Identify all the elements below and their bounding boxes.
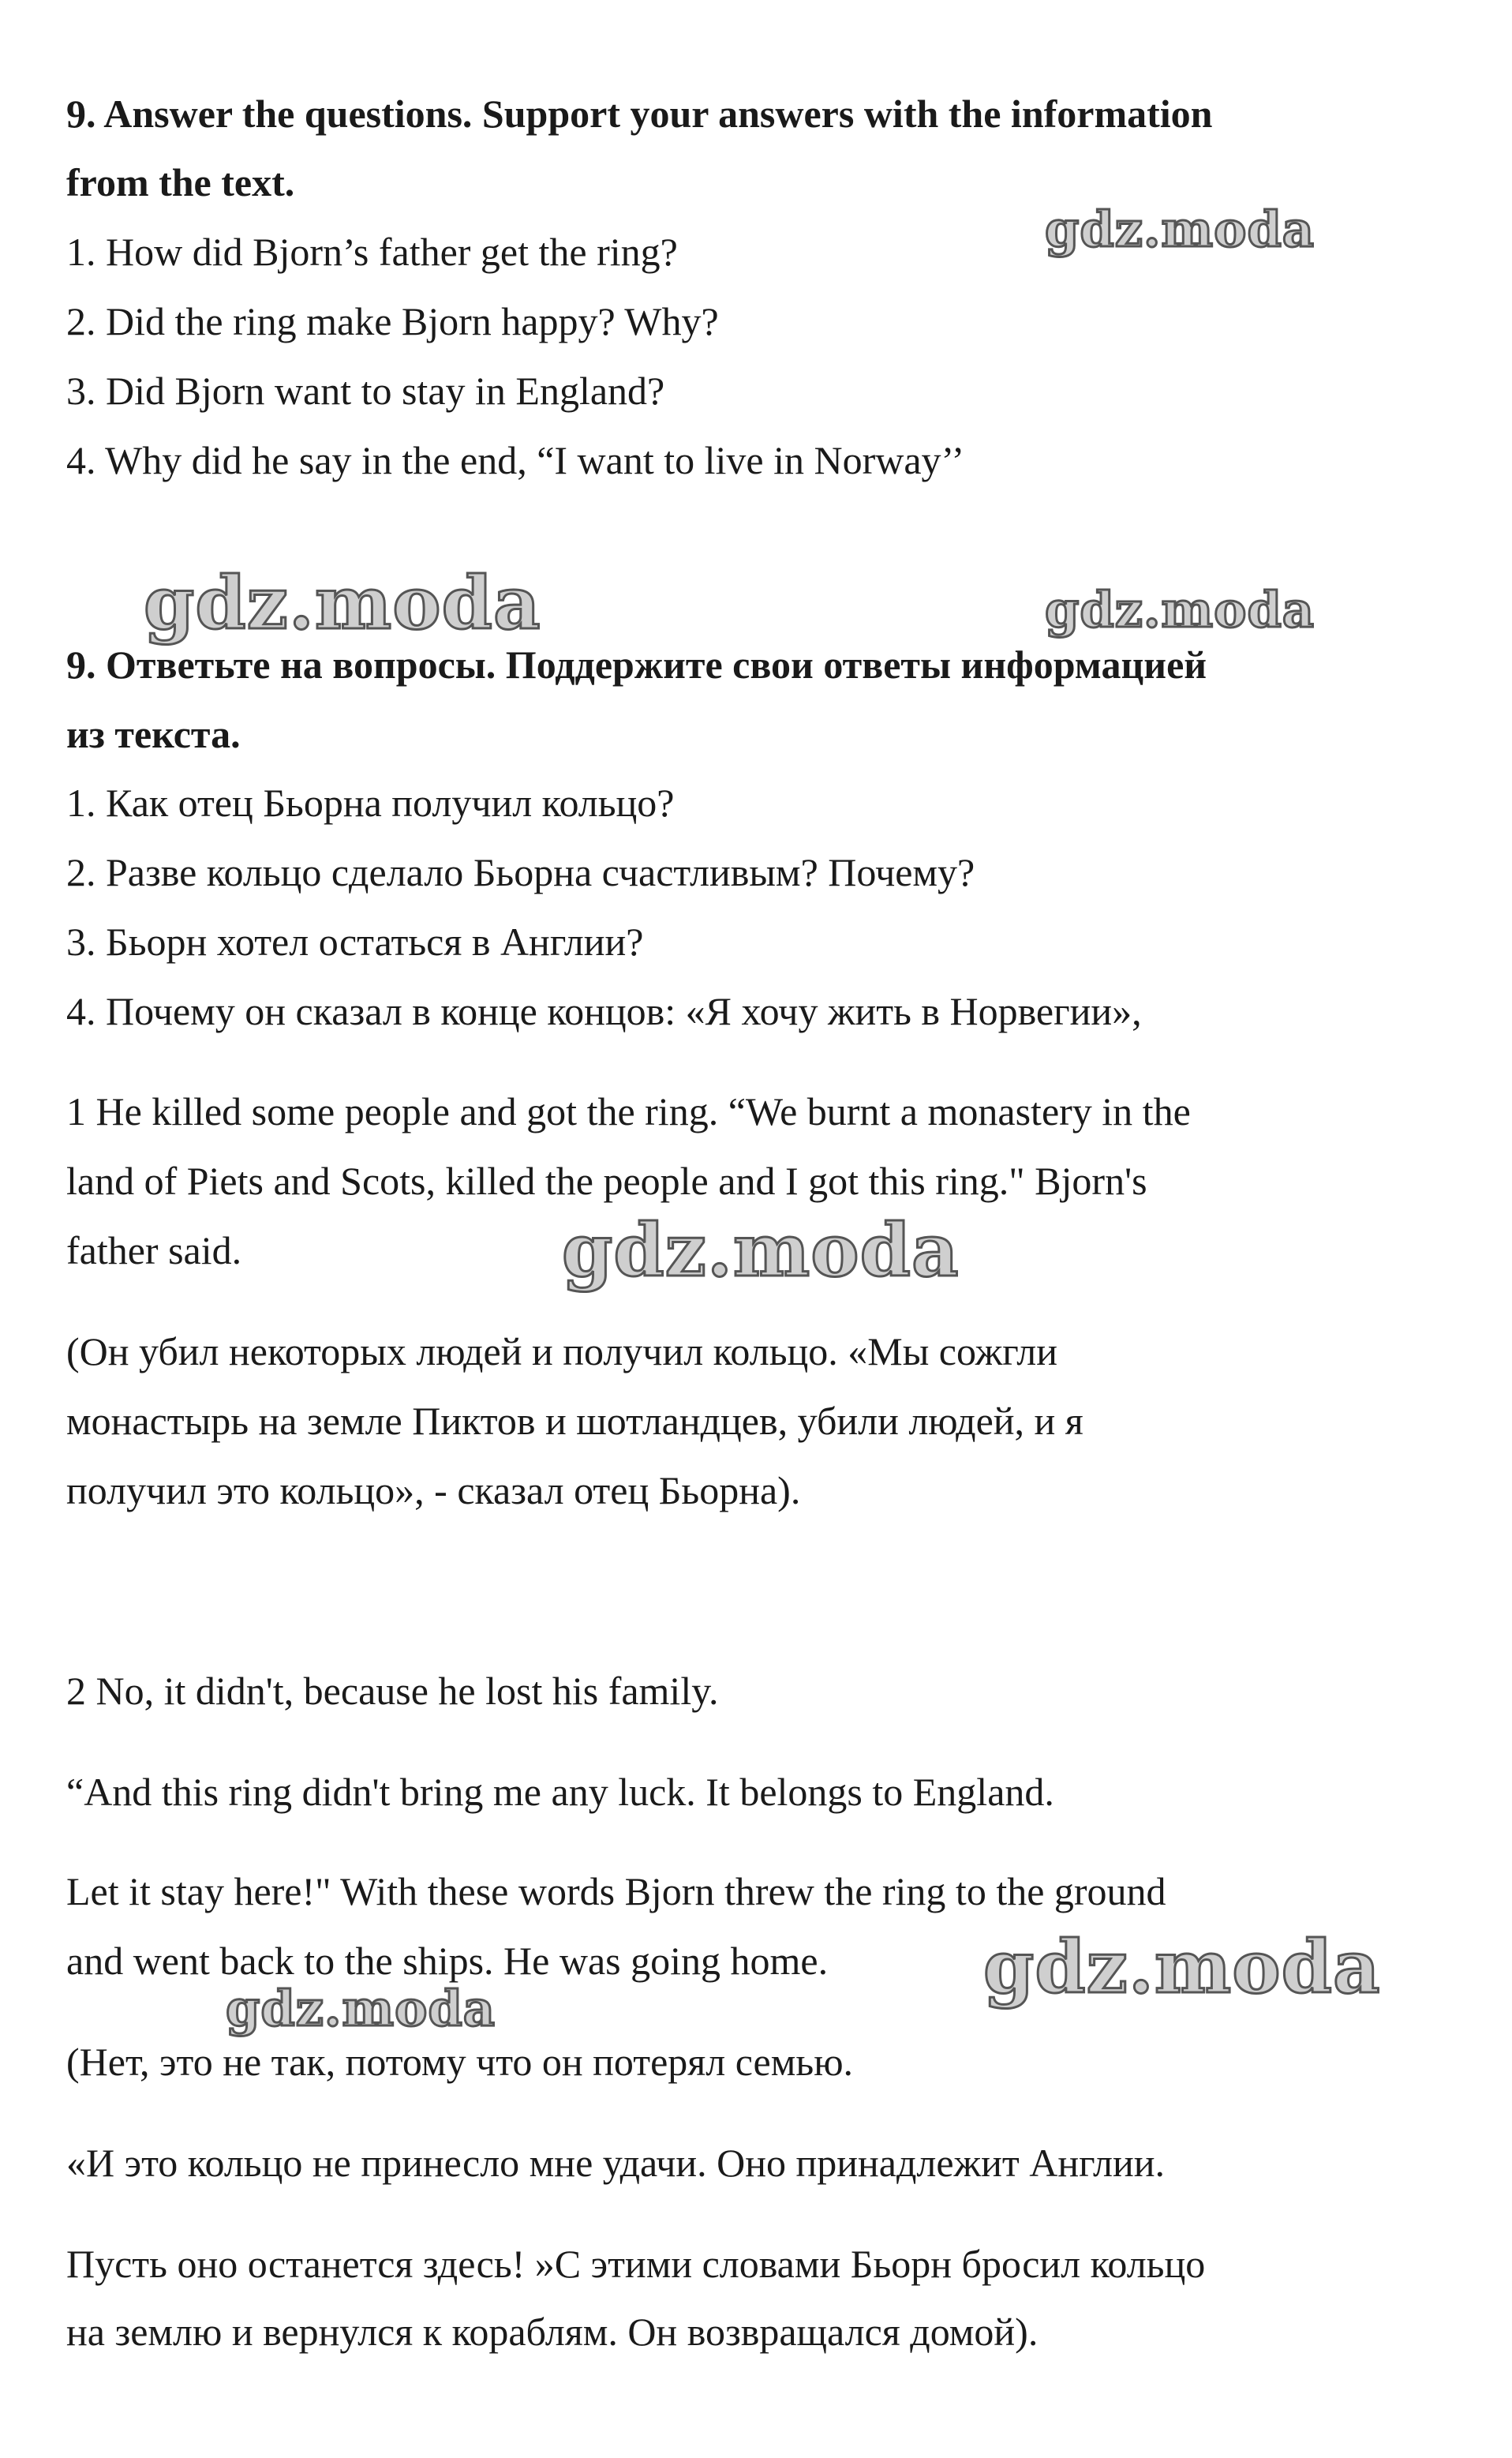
russian-task-heading: 9. Ответьте на вопросы. Поддержите свои ответы информацией: [66, 643, 1207, 687]
answer-line: father said.: [66, 1228, 242, 1272]
question-item: 2. Did the ring make Bjorn happy? Why?: [66, 299, 719, 343]
answer-line: “And this ring didn't bring me any luck. It belongs to England.: [66, 1770, 1054, 1814]
translation-line: «И это кольцо не принесло мне удачи. Оно принадлежит Англии.: [66, 2141, 1166, 2185]
translation-line: (Он убил некоторых людей и получил кольцо. «Мы сожгли: [66, 1329, 1057, 1373]
answer-line: 2 No, it didn't, because he lost his family.: [66, 1669, 719, 1713]
question-item: 3. Бьорн хотел остаться в Англии?: [66, 920, 644, 964]
translation-line: получил это кольцо», - сказал отец Бьорна).: [66, 1468, 801, 1512]
question-item: 1. How did Bjorn’s father get the ring?: [66, 230, 678, 274]
english-task-heading: 9. Answer the questions. Support your answers with the information: [66, 92, 1213, 136]
translation-line: (Нет, это не так, потому что он потерял семью.: [66, 2040, 854, 2084]
question-item: 1. Как отец Бьорна получил кольцо?: [66, 781, 675, 825]
question-item: 2. Разве кольцо сделало Бьорна счастливым? Почему?: [66, 850, 975, 894]
question-item: 4. Why did he say in the end, “I want to live in Norway’’: [66, 438, 965, 482]
translation-line: Пусть оно останется здесь! »С этими словами Бьорн бросил кольцо: [66, 2242, 1206, 2286]
watermark: gdz.moda: [562, 1208, 960, 1293]
watermark: gdz.moda: [1045, 581, 1315, 639]
watermark: gdz.moda: [226, 1980, 496, 2037]
question-item: 3. Did Bjorn want to stay in England?: [66, 369, 665, 413]
question-item: 4. Почему он сказал в конце концов: «Я хочу жить в Норвегии»,: [66, 989, 1142, 1033]
answer-line: 1 He killed some people and got the ring. “We burnt a monastery in the: [66, 1089, 1191, 1133]
answer-line: Let it stay here!" With these words Bjorn threw the ring to the ground: [66, 1869, 1166, 1913]
watermark: gdz.moda: [144, 560, 541, 646]
answer-line: land of Piets and Scots, killed the people and I got this ring." Bjorn's: [66, 1159, 1147, 1203]
translation-line: монастырь на земле Пиктов и шотландцев, убили людей, и я: [66, 1399, 1083, 1443]
english-task-heading: from the text.: [66, 160, 295, 204]
translation-line: на землю и вернулся к кораблям. Он возвращался домой).: [66, 2310, 1039, 2354]
russian-task-heading: из текста.: [66, 712, 241, 756]
watermark: gdz.moda: [983, 1924, 1381, 2010]
answer-line: and went back to the ships. He was going home.: [66, 1939, 829, 1983]
watermark: gdz.moda: [1045, 200, 1315, 258]
